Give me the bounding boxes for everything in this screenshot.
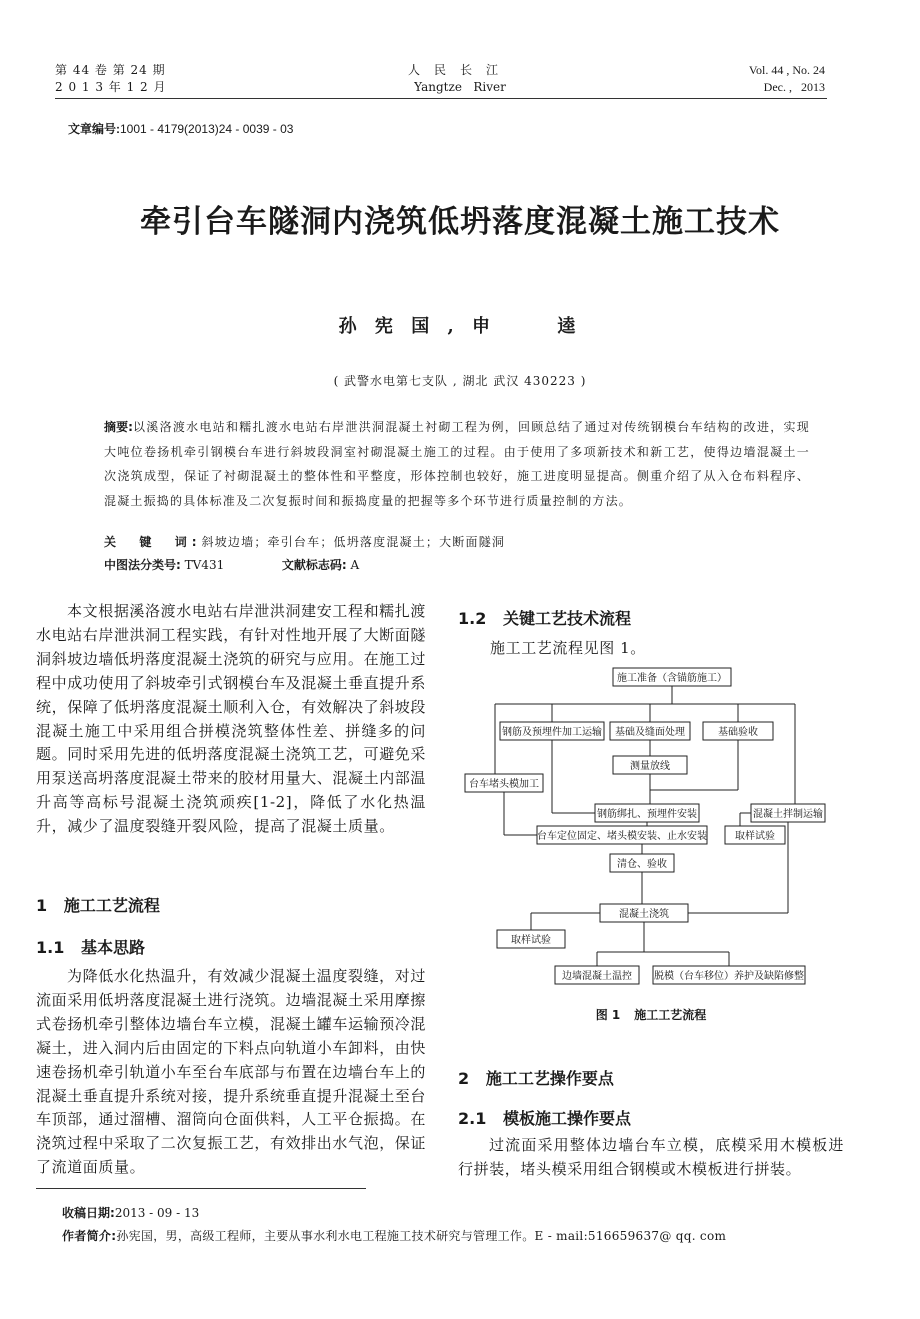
flow-text-pouring: 混凝土浇筑 [619, 909, 669, 920]
received-date [62, 1204, 199, 1221]
intro-paragraph: 本文根据溪洛渡水电站右岸泄洪洞建安工程和糯扎渡水电站右岸泄洪洞工程实践，有针对性地开展了大断面隧洞斜坡边墙低坍落度混凝土浇筑的研究与应用。在施工过程中成功使用了斜坡牵引式钢模台车及混凝土垂直提升系统，保障了低坍落度混凝土顺利入仓，有效解决了斜坡段混凝土施工中采用组合拼模浇筑整体性差、拼缝多的问题。同时采用先进的低坍落度混凝土浇筑工艺，可避免采用泵送高坍落度混凝土带来的胶材用量大、混凝土内部温升高等高标号混凝土浇筑顽疾[1-2]，降低了水化热温升，减少了温度裂缝开裂风险，提高了混凝土质量。 [36, 602, 427, 836]
section-1-1-heading: 1.1 基本思路 [36, 938, 146, 957]
flow-text-rebar-binding: 钢筋绑扎、预埋件安装 [597, 809, 697, 820]
figure-caption [458, 1006, 844, 1023]
section-1-heading: 1 施工工艺流程 [36, 896, 160, 915]
journal-name [360, 62, 560, 96]
section-1-2-heading: 1.2 关键工艺技术流程 [458, 609, 632, 628]
date-en: Dec. , 2013 [763, 80, 825, 94]
date-cn: 2 0 1 3 年 1 2 月 [55, 80, 167, 94]
flow-text-preparation: 施工准备（含锚筋施工） [617, 673, 727, 684]
footnote-rule [36, 1188, 366, 1189]
article-number-label: 文章编号: [68, 122, 120, 136]
flow-text-rebar-transport: 钢筋及预埋件加工运输 [502, 727, 602, 738]
journal-name-en: Yangtze River [414, 80, 506, 94]
article-number-value: 1001 - 4179(2013)24 - 0039 - 03 [120, 122, 294, 136]
process-flowchart [455, 660, 855, 1000]
header-rule [55, 98, 827, 99]
flow-text-survey: 测量放线 [630, 761, 670, 772]
abstract-text: 以溪洛渡水电站和糯扎渡水电站右岸泄洪洞混凝土衬砌工程为例，回顾总结了通过对传统钢模台车结构的改进，实现大吨位卷扬机牵引钢模台车进行斜坡段洞室衬砌混凝土施工的过程。由于使用了多项新技术和新工艺，使得边墙混凝土一次浇筑成型，保证了衬砌混凝土的整体性和平整度，形体控制也较好，施工进度明显提高。侧重介绍了从入仓布料程序、混凝土振捣的具体标准及二次复振时间和振捣度量的把握等多个环节进行质量控制的方法。 [104, 420, 810, 508]
section-1-1-text: 为降低水化热温升，有效减少混凝土温度裂缝，对过流面采用低坍落度混凝土进行浇筑。边墙混凝土采用摩擦式卷扬机牵引整体边墙台车立模，混凝土罐车运输预冷混凝土，进入洞内后由固定的下料点向轨道小车卸料，由快速卷扬机牵引轨道小车至台车底部与布置在边墙台车上的混凝土垂直提升系统对接，提升系统垂直提升混凝土至台车顶部，通过溜槽、溜筒向仓面供料，人工平仓振捣。在浇筑过程中采取了二次复振工艺，有效排出水气泡，保证了流道面质量。 [36, 967, 427, 1177]
article-number [68, 120, 293, 137]
keywords [104, 533, 505, 550]
section-2-1-heading: 2.1 模板施工操作要点 [458, 1109, 632, 1128]
classification [104, 556, 359, 573]
flow-text-foundation-check: 基础验收 [718, 727, 758, 738]
flow-text-cleaning: 清仓、验收 [617, 859, 667, 870]
flow-text-sampling-1: 取样试验 [735, 831, 775, 842]
section-2-heading: 2 施工工艺操作要点 [458, 1069, 614, 1088]
flow-text-end-form: 台车堵头模加工 [469, 779, 539, 790]
paper-title: 牵引台车隧洞内浇筑低坍落度混凝土施工技术 [140, 204, 780, 240]
flow-text-demolding: 脱模（台车移位）养护及缺陷修整 [654, 971, 804, 982]
section-1-2-text: 施工工艺流程见图 1。 [490, 639, 646, 657]
keywords-text: 斜坡边墙；牵引台车；低坍落度混凝土；大断面隧洞 [201, 535, 506, 549]
received-date-label: 收稿日期: [62, 1206, 115, 1220]
doc-code-value: A [350, 558, 360, 572]
flow-text-temperature: 边墙混凝土温控 [562, 971, 632, 982]
author-bio-label: 作者简介: [62, 1229, 117, 1243]
issue-info-en [749, 62, 825, 96]
flow-text-sampling-2: 取样试验 [511, 935, 551, 946]
doc-code-label: 文献标志码: [281, 558, 347, 572]
keywords-label: 关 键 词: [104, 535, 202, 549]
flow-text-trolley-fix: 台车定位固定、堵头模安装、止水安装 [537, 831, 707, 842]
section-2-1-text: 过流面采用整体边墙台车立模，底模采用木模板进行拼装，堵头模采用组合钢模或木模板进行拼装。 [458, 1136, 844, 1178]
authors: 孙 宪 国 , 申 逵 [338, 316, 582, 337]
author-bio [62, 1227, 726, 1244]
volume-en: Vol. 44 , No. 24 [748, 63, 825, 77]
received-date-value: 2013 - 09 - 13 [114, 1206, 200, 1220]
author-bio-value: 孙宪国，男，高级工程师，主要从事水利水电工程施工技术研究与管理工作。E - mail:516659637@ qq. com [116, 1229, 727, 1243]
flow-text-foundation: 基础及缝面处理 [615, 727, 685, 738]
affiliation: ( 武警水电第七支队 , 湖北 武汉 430223 ) [333, 374, 587, 388]
issue-info-cn [55, 62, 167, 96]
abstract [104, 415, 810, 513]
flow-text-concrete-mixing: 混凝土拌制运输 [753, 809, 823, 820]
abstract-label: 摘要: [104, 420, 133, 434]
journal-name-cn: 人民长江 [407, 63, 512, 77]
figure-number: 图 1 [595, 1008, 621, 1022]
volume-cn: 第 44 卷 第 24 期 [55, 63, 166, 77]
clc-label: 中图法分类号: [104, 558, 181, 572]
clc-value: TV431 [184, 558, 225, 572]
figure-caption-text: 施工工艺流程 [634, 1008, 707, 1022]
